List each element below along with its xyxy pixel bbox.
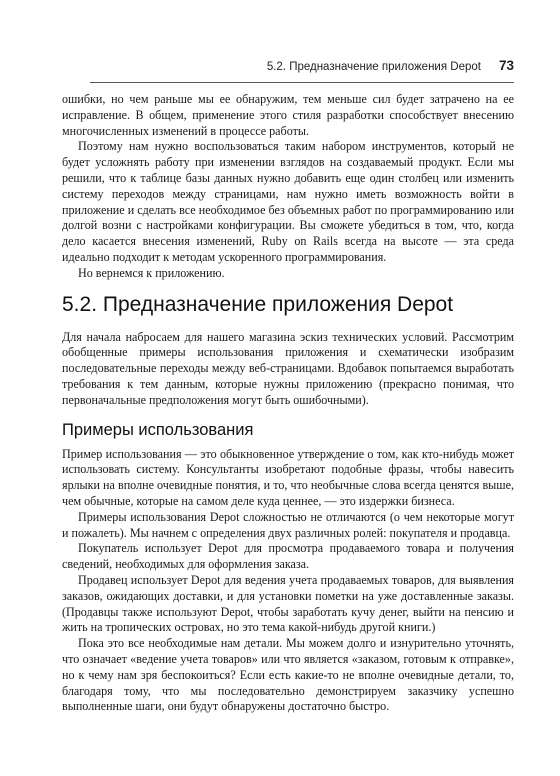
subsection-paragraph: Продавец использует Depot для ведения учета продаваемых товаров, для выявления заказов, ожидающих доставки, и для установки пометки на уже доставленные заказы. (Продавцы также используют Depot, чтобы заработать кучу денег, выйти на пенсию и жить на тропических островах, но это тема какой-нибудь другой книги.): [62, 572, 514, 635]
header-rule: [90, 82, 514, 83]
subsection-paragraph: Покупатель использует Depot для просмотра продаваемого товара и получения сведений, необходимых для оформления заказа.: [62, 541, 514, 572]
running-header-title: 5.2. Предназначение приложения Depot: [266, 61, 481, 73]
subsection-paragraph: Пример использования — это обыкновенное утверждение о том, как кто-нибудь может использовать систему. Консультанты изобретают подобные фразы, чтобы навесить ярлыки на вполне очевидные понятия, и то, что необычные слова всегда ценятся выше, чем обычные, которые на самом деле куда ценнее, — это издержки бизнеса.: [62, 446, 514, 508]
subsection-paragraph: Примеры использования Depot сложностью не отличаются (о чем некоторые могут и пожалеть). Мы начнем с определения двух различных ролей: покупателя и продавца.: [62, 509, 514, 540]
page-body: [62, 92, 514, 715]
subsection-heading: Примеры использования: [62, 420, 254, 439]
section-heading: 5.2. Предназначение приложения Depot: [62, 292, 454, 316]
intro-paragraph-continued: ошибки, но чем раньше мы ее обнаружим, тем меньше сил будет затрачено на ее исправление. В общем, применение этого стиля разработки способствует внесению многочисленных изменений в процессе работы.: [62, 92, 514, 138]
running-header: [90, 58, 514, 80]
page-number: 73: [498, 58, 514, 73]
intro-paragraph: Но вернемся к приложению.: [78, 265, 225, 280]
subsection-paragraph: Пока это все необходимые нам детали. Мы можем долго и изнурительно уточнять, что означает «ведение учета товаров» или что является «заказом, готовым к отправке», но к чему нам зря беспокоиться? Если есть какие-то не вполне очевидные детали, то, благодаря тому, что мы последовательно демонстрируем заказчику успешно выполненные шаги, они будут обнаружены достаточно быстро.: [62, 636, 514, 714]
intro-paragraph: Поэтому нам нужно воспользоваться таким набором инструментов, который не будет усложнять работу при изменении взглядов на создаваемый продукт. Если мы решили, что к таблице базы данных нужно добавить еще один столбец или изменить систему переходов между страницами, нам нужно иметь возможность войти в приложение и сделать все необходимое без объемных работ по программированию или долгой возни с настройками конфигурации. Вы сможете убедиться в том, что, когда дело касается внесения изменений, Ruby on Rails всегда на высоте — эта среда идеально подходит к методам ускоренного программирования.: [62, 139, 514, 264]
section-paragraph: Для начала набросаем для нашего магазина эскиз технических условий. Рассмотрим обобщенные примеры использования приложения и схематически изобразим последовательные переходы между веб-страницами. Вдобавок попытаемся выработать требования к тем данным, которые нужны приложению (прекрасно понимая, что первоначальные предположения могут быть ошибочными).: [62, 329, 514, 407]
